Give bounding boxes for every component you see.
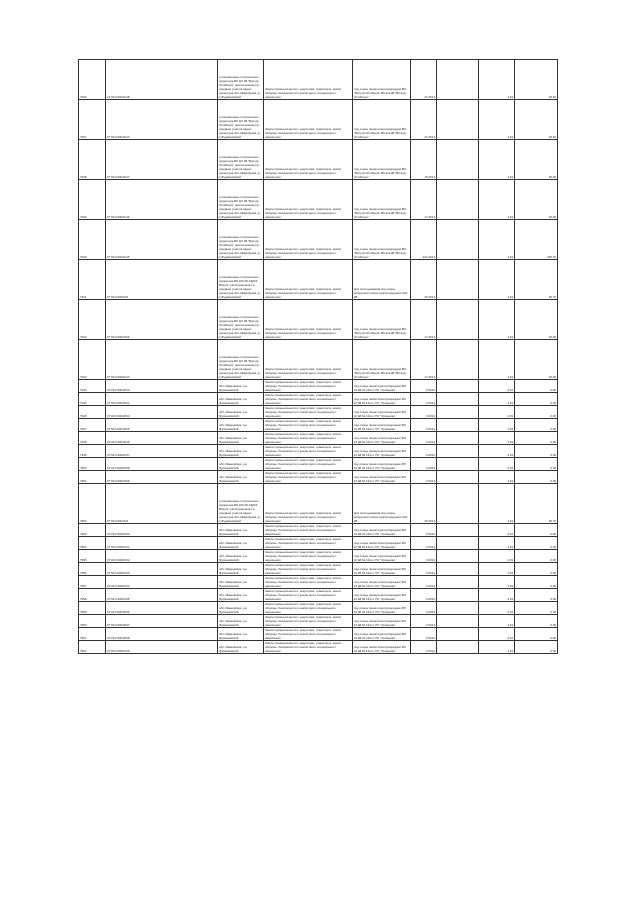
plot-address: обл. Ивановская, р-н Фурмановский	[218, 576, 264, 589]
column-value-1	[437, 432, 479, 445]
land-category: Земли промышленности, энергетики, транспорта, земли обороны, безопасности и земли иного специального назначения	[264, 220, 353, 260]
plot-address: установленных относительно ориентира ВЛ-220 кВ "НКПЗ-Вилуга" расположенного в границах участка адрес ориентира обл. Ивановская, р-н Фурмановский	[218, 484, 264, 524]
plot-area: 26.0014	[411, 260, 437, 300]
plot-address: установленных относительно ориентира ВЛ 110 кВ "Вилуга-Октябрьск" расположенного в границах участка адрес ориентира обл. Ивановская, р-н Фурмановский	[218, 220, 264, 260]
permitted-use: под опоры линии электропередачи ВЛ "Вилуга-Октябрьск" ВЛ-110 кВ "Вилуга-Октябрьск"	[353, 100, 411, 140]
column-value-2: 4.33	[479, 524, 515, 537]
land-category: Земли промышленности, энергетики, транспорта, земли обороны, безопасности и земли иного специального назначения	[264, 445, 353, 458]
row-number: 7955	[79, 550, 106, 563]
row-number: 7956	[79, 563, 106, 576]
permitted-use: под опоры линии электропередачи ВЛ 10 кВ № 134 от ПС "Хромцово"	[353, 628, 411, 641]
land-category: Земли промышленности, энергетики, транспорта, земли обороны, безопасности и земли иного специального назначения	[264, 537, 353, 550]
plot-area: 0.0014	[411, 550, 437, 563]
row-number: 7952	[79, 484, 106, 524]
column-value-2: 4.33	[479, 484, 515, 524]
row-number: 7960	[79, 615, 106, 628]
plot-address: обл. Ивановская, р-н Фурмановский	[218, 380, 264, 393]
row-number: 7940	[79, 220, 106, 260]
row-number: 7938	[79, 140, 106, 180]
column-value-3: 0.06	[515, 445, 558, 458]
cadastral-number: 37:02:0:00020:24	[106, 340, 218, 380]
column-value-3: 25.92	[515, 100, 558, 140]
column-value-1	[437, 60, 479, 100]
cadastral-number: 37:02:0:00020:62	[106, 550, 218, 563]
land-category: Земли промышленности, энергетики, транспорта, земли обороны, безопасности и земли иного специального назначения	[264, 484, 353, 524]
column-value-3: 65.00	[515, 140, 558, 180]
plot-area: 0.0014	[411, 419, 437, 432]
land-category: Земли промышленности, энергетики, транспорта, земли обороны, безопасности и земли иного специального назначения	[264, 563, 353, 576]
permitted-use: под опоры линии электропередачи ВЛ 10 кВ № 134 от ПС "Хромцово"	[353, 537, 411, 550]
permitted-use: под опоры линии электропередачи ВЛ 10 кВ № 134 от ПС "Хромцово"	[353, 602, 411, 615]
row-number: 7962	[79, 641, 106, 654]
plot-area: 0.0014	[411, 380, 437, 393]
column-value-1	[437, 419, 479, 432]
column-value-3: 20.00	[515, 340, 558, 380]
plot-address: обл. Ивановская, р-н Фурмановский	[218, 589, 264, 602]
column-value-3: 0.06	[515, 589, 558, 602]
plot-address: обл. Ивановская, р-н Фурмановский	[218, 524, 264, 537]
table-row	[79, 140, 558, 180]
plot-address: обл. Ивановская, р-н Фурмановский	[218, 602, 264, 615]
column-value-1	[437, 484, 479, 524]
permitted-use: под опоры линии электропередачи ВЛ 10 кВ № 134 от ПС "Хромцово"	[353, 393, 411, 406]
table-row	[79, 471, 558, 484]
plot-address: установленных относительно ориентира ВЛ 110 кВ "Вилуга-Октябрьск" расположенного в границах участка адрес ориентира обл. Ивановская, р-н Фурмановский	[218, 60, 264, 100]
plot-address: обл. Ивановская, р-н Фурмановский	[218, 537, 264, 550]
table-row	[79, 550, 558, 563]
land-category: Земли промышленности, энергетики, транспорта, земли обороны, безопасности и земли иного специального назначения	[264, 524, 353, 537]
column-value-3: 0.06	[515, 628, 558, 641]
column-value-3: 0.06	[515, 406, 558, 419]
column-value-1	[437, 550, 479, 563]
row-number: 7941	[79, 260, 106, 300]
column-value-3: 0.06	[515, 576, 558, 589]
row-number: 7949	[79, 445, 106, 458]
plot-area: 0.0014	[411, 471, 437, 484]
plot-address: обл. Ивановская, р-н Фурмановский	[218, 628, 264, 641]
column-value-1	[437, 537, 479, 550]
column-value-3: 0.06	[515, 550, 558, 563]
row-number: 7953	[79, 524, 106, 537]
permitted-use: Для использования под опоры воздушной линии электропередачи 220 кВ	[353, 484, 411, 524]
permitted-use: под опоры линии электропередачи ВЛ 10 кВ № 134 от ПС "Хромцово"	[353, 641, 411, 654]
cadastral-number: 37:02:0:00018:51	[106, 393, 218, 406]
column-value-2: 4.33	[479, 432, 515, 445]
plot-address: обл. Ивановская, р-н Фурмановский	[218, 458, 264, 471]
table-row	[79, 524, 558, 537]
cadastral-number: 37:02:0:00020:57	[106, 445, 218, 458]
plot-area: 0.0014	[411, 641, 437, 654]
permitted-use: под опоры линии электропередачи ВЛ 10 кВ № 134 от ПС "Хромцово"	[353, 419, 411, 432]
row-number: 7958	[79, 589, 106, 602]
column-value-1	[437, 300, 479, 340]
row-number: 7945	[79, 393, 106, 406]
cadastral-number: 37:02:0:00018:44	[106, 100, 218, 140]
row-number: 7939	[79, 180, 106, 220]
column-value-1	[437, 140, 479, 180]
table-row	[79, 260, 558, 300]
plot-area: 0.0014	[411, 628, 437, 641]
column-value-2: 4.33	[479, 589, 515, 602]
column-value-2: 4.33	[479, 380, 515, 393]
column-value-2: 4.33	[479, 550, 515, 563]
column-value-2: 4.33	[479, 140, 515, 180]
column-value-3: 0.06	[515, 458, 558, 471]
plot-area: 0.0014	[411, 458, 437, 471]
permitted-use: под опоры линии электропередачи ВЛ 10 кВ № 134 от ПС "Хромцово"	[353, 615, 411, 628]
permitted-use: под опоры линии электропередачи ВЛ "Вилуга-Октябрьск" ВЛ-110 кВ "Вилуга-Октябрьск"	[353, 60, 411, 100]
plot-area: 31.0014	[411, 60, 437, 100]
plot-address: обл. Ивановская, р-н Фурмановский	[218, 563, 264, 576]
permitted-use: под опоры линии электропередачи ВЛ 10 кВ № 134 от ПС "Хромцово"	[353, 432, 411, 445]
column-value-1	[437, 340, 479, 380]
row-number: 7961	[79, 628, 106, 641]
plot-address: обл. Ивановская, р-н Фурмановский	[218, 432, 264, 445]
cadastral-number: 37:02:0:00020:46	[106, 180, 218, 220]
table-row	[79, 432, 558, 445]
plot-address: обл. Ивановская, р-н Фурмановский	[218, 393, 264, 406]
land-category: Земли промышленности, энергетики, транспорта, земли обороны, безопасности и земли иного специального назначения	[264, 419, 353, 432]
table-row	[79, 537, 558, 550]
column-value-3: 0.06	[515, 393, 558, 406]
permitted-use: под опоры линии электропередачи ВЛ 10 кВ № 134 от ПС "Хромцово"	[353, 563, 411, 576]
row-number: 7954	[79, 537, 106, 550]
cadastral-number: 37:02:0:00018:50	[106, 380, 218, 393]
row-number: 7942	[79, 300, 106, 340]
row-number: 7943	[79, 340, 106, 380]
column-value-2: 4.33	[479, 445, 515, 458]
land-category: Земли промышленности, энергетики, транспорта, земли обороны, безопасности и земли иного специального назначения	[264, 432, 353, 445]
table-row	[79, 180, 558, 220]
plot-area: 0.0014	[411, 406, 437, 419]
land-plots-table	[78, 59, 558, 654]
plot-address: обл. Ивановская, р-н Фурмановский	[218, 406, 264, 419]
land-category: Земли промышленности, энергетики, транспорта, земли обороны, безопасности и земли иного специального назначения	[264, 180, 353, 220]
column-value-1	[437, 602, 479, 615]
column-value-3: 0.06	[515, 615, 558, 628]
table-row	[79, 458, 558, 471]
plot-area: -101.0014	[411, 220, 437, 260]
column-value-3: 0.06	[515, 537, 558, 550]
column-value-1	[437, 576, 479, 589]
cadastral-number: 37:02:0:00018:55	[106, 419, 218, 432]
column-value-3: 65.70	[515, 260, 558, 300]
permitted-use: под опоры линии электропередачи ВЛ 10 кВ № 134 от ПС "Хромцово"	[353, 380, 411, 393]
column-value-2: 4.33	[479, 471, 515, 484]
permitted-use: под опоры линии электропередачи ВЛ "Вилуга-Октябрьск" ВЛ-110 кВ "Вилуга-Октябрьск"	[353, 300, 411, 340]
row-number: 7950	[79, 458, 106, 471]
land-category: Земли промышленности, энергетики, транспорта, земли обороны, безопасности и земли иного специального назначения	[264, 60, 353, 100]
column-value-2: 4.33	[479, 563, 515, 576]
table-row	[79, 484, 558, 524]
column-value-2: 4.33	[479, 615, 515, 628]
permitted-use: Для использования под опоры воздушной линии электропередачи 220 кВ	[353, 260, 411, 300]
plot-address: обл. Ивановская, р-н Фурмановский	[218, 550, 264, 563]
table-row	[79, 602, 558, 615]
land-category: Земли промышленности, энергетики, транспорта, земли обороны, безопасности и земли иного специального назначения	[264, 380, 353, 393]
column-value-2: 4.33	[479, 406, 515, 419]
table-row	[79, 576, 558, 589]
cadastral-number: 37:02:0:00018:67	[106, 615, 218, 628]
column-value-3: 0.06	[515, 524, 558, 537]
cadastral-number: 37:02:0:00020:63	[106, 563, 218, 576]
column-value-1	[437, 100, 479, 140]
row-number: 7944	[79, 380, 106, 393]
cadastral-number: 37:02:0:00018:66	[106, 602, 218, 615]
column-value-1	[437, 458, 479, 471]
column-value-3: 0.06	[515, 419, 558, 432]
row-number: 7937	[79, 100, 106, 140]
table-row	[79, 563, 558, 576]
plot-area: 0.0014	[411, 615, 437, 628]
cadastral-number: 37:02:0:00018:54	[106, 406, 218, 419]
permitted-use: под опоры линии электропередачи ВЛ 10 кВ № 134 от ПС "Хромцово"	[353, 458, 411, 471]
cadastral-number: 27:02:0:00016:48	[106, 60, 218, 100]
column-value-2: 4.33	[479, 419, 515, 432]
column-value-1	[437, 615, 479, 628]
row-number: 7957	[79, 576, 106, 589]
plot-area: 31.0014	[411, 100, 437, 140]
table-row	[79, 615, 558, 628]
permitted-use: под опоры линии электропередачи ВЛ "Вилуга-Октябрьск" ВЛ-110 кВ "Вилуга-Октябрьск"	[353, 180, 411, 220]
permitted-use: под опоры линии электропередачи ВЛ 10 кВ № 134 от ПС "Хромцово"	[353, 406, 411, 419]
land-category: Земли промышленности, энергетики, транспорта, земли обороны, безопасности и земли иного специального назначения	[264, 641, 353, 654]
table-row	[79, 220, 558, 260]
plot-address: обл. Ивановская, р-н Фурмановский	[218, 641, 264, 654]
column-value-2: 4.33	[479, 220, 515, 260]
plot-area: 0.0014	[411, 563, 437, 576]
plot-area: 26.0014	[411, 484, 437, 524]
column-value-2: 4.33	[479, 60, 515, 100]
row-number: 7951	[79, 471, 106, 484]
table-row	[79, 589, 558, 602]
column-value-1	[437, 471, 479, 484]
land-category: Земли промышленности, энергетики, транспорта, земли обороны, безопасности и земли иного специального назначения	[264, 393, 353, 406]
table-row	[79, 380, 558, 393]
table-row	[79, 641, 558, 654]
column-value-2: 4.33	[479, 300, 515, 340]
plot-address: установленных относительно ориентира ВЛ 110 кВ "Вилуга-Октябрьск" расположенного в границах участка адрес ориентира обл. Ивановская, р-н Фурмановский	[218, 340, 264, 380]
column-value-1	[437, 589, 479, 602]
land-category: Земли промышленности, энергетики, транспорта, земли обороны, безопасности и земли иного специального назначения	[264, 471, 353, 484]
row-number: 7947	[79, 419, 106, 432]
land-category: Земли промышленности, энергетики, транспорта, земли обороны, безопасности и земли иного специального назначения	[264, 340, 353, 380]
table-body	[79, 60, 558, 654]
cadastral-number: 37:02:0:00020:60	[106, 524, 218, 537]
column-value-3: 65.70	[515, 484, 558, 524]
cadastral-number: 37:02:0:00018:68	[106, 628, 218, 641]
column-value-3: 0.06	[515, 432, 558, 445]
cadastral-number: 37:02:0:00020:65	[106, 589, 218, 602]
column-value-2: 4.33	[479, 602, 515, 615]
column-value-3: 25.92	[515, 60, 558, 100]
column-value-1	[437, 628, 479, 641]
column-value-1	[437, 380, 479, 393]
permitted-use: под опоры линии электропередачи ВЛ 10 кВ № 134 от ПС "Хромцово"	[353, 589, 411, 602]
permitted-use: под опоры линии электропередачи ВЛ "Вилуга-Октябрьск" ВЛ-110 кВ "Вилуга-Октябрьск"	[353, 140, 411, 180]
column-value-1	[437, 180, 479, 220]
column-value-3: 20.00	[515, 180, 558, 220]
land-category: Земли промышленности, энергетики, транспорта, земли обороны, безопасности и земли иного специального назначения	[264, 602, 353, 615]
column-value-2: 4.33	[479, 458, 515, 471]
column-value-1	[437, 393, 479, 406]
cadastral-number: 37:02:0:00020:56	[106, 300, 218, 340]
plot-area: 15.0014	[411, 140, 437, 180]
column-value-3: 0.06	[515, 380, 558, 393]
plot-area: 0.0014	[411, 445, 437, 458]
column-value-3: 0.06	[515, 563, 558, 576]
cadastral-number: 37:02:0:00020:59	[106, 471, 218, 484]
row-number: 7948	[79, 432, 106, 445]
cadastral-number: 37:02:0:00020:8	[106, 260, 218, 300]
table-row	[79, 445, 558, 458]
plot-address: обл. Ивановская, р-н Фурмановский	[218, 471, 264, 484]
cadastral-number: 37:02:0:00020:58	[106, 458, 218, 471]
plot-area: 17.0014	[411, 180, 437, 220]
plot-area: 0.0014	[411, 393, 437, 406]
permitted-use: под опоры линии электропередачи ВЛ "Вилуга-Октябрьск" ВЛ-110 кВ "Вилуга-Октябрьск"	[353, 340, 411, 380]
plot-area: 0.0014	[411, 576, 437, 589]
cadastral-number: 37:02:0:00020:64	[106, 576, 218, 589]
land-category: Земли промышленности, энергетики, транспорта, земли обороны, безопасности и земли иного специального назначения	[264, 260, 353, 300]
column-value-3: 0.06	[515, 471, 558, 484]
cadastral-number: 37:02:0:00016:45	[106, 220, 218, 260]
plot-address: обл. Ивановская, р-н Фурмановский	[218, 615, 264, 628]
plot-area: 0.0014	[411, 537, 437, 550]
column-value-2: 4.33	[479, 641, 515, 654]
table-row	[79, 300, 558, 340]
land-category: Земли промышленности, энергетики, транспорта, земли обороны, безопасности и земли иного специального назначения	[264, 458, 353, 471]
column-value-2: 4.33	[479, 180, 515, 220]
permitted-use: под опоры линии электропередачи ВЛ 10 кВ № 134 от ПС "Хромцово"	[353, 524, 411, 537]
column-value-2: 4.33	[479, 340, 515, 380]
permitted-use: под опоры линии электропередачи ВЛ 10 кВ № 134 от ПС "Хромцово"	[353, 550, 411, 563]
cadastral-number: 37:02:0:00018:56	[106, 432, 218, 445]
permitted-use: под опоры линии электропередачи ВЛ 10 кВ № 134 от ПС "Хромцово"	[353, 471, 411, 484]
plot-address: установленных относительно ориентира ВЛ 110 кВ "Вилуга-Октябрьск" расположенного в границах участка адрес ориентира обл. Ивановская, р-н Фурмановский	[218, 300, 264, 340]
plot-address: обл. Ивановская, р-н Фурмановский	[218, 419, 264, 432]
table-row	[79, 406, 558, 419]
plot-address: установленных относительно ориентира ВЛ 110 кВ "Вилуга-Октябрьск" расположенного в границах участка адрес ориентира обл. Ивановская, р-н Фурмановский	[218, 180, 264, 220]
column-value-1	[437, 260, 479, 300]
land-category: Земли промышленности, энергетики, транспорта, земли обороны, безопасности и земли иного специального назначения	[264, 589, 353, 602]
column-value-3: 0.06	[515, 641, 558, 654]
column-value-1	[437, 524, 479, 537]
table-row	[79, 100, 558, 140]
land-category: Земли промышленности, энергетики, транспорта, земли обороны, безопасности и земли иного специального назначения	[264, 628, 353, 641]
plot-area: 0.0014	[411, 602, 437, 615]
column-value-1	[437, 220, 479, 260]
column-value-2: 4.33	[479, 628, 515, 641]
table-row	[79, 393, 558, 406]
cadastral-number: 37:02:0:00020:69	[106, 641, 218, 654]
row-number: 7959	[79, 602, 106, 615]
table-row	[79, 60, 558, 100]
land-category: Земли промышленности, энергетики, транспорта, земли обороны, безопасности и земли иного специального назначения	[264, 140, 353, 180]
column-value-2: 4.33	[479, 393, 515, 406]
table-row	[79, 628, 558, 641]
cadastral-number: 37:02:0:00016:8	[106, 484, 218, 524]
column-value-2: 4.33	[479, 576, 515, 589]
column-value-2: 4.33	[479, 100, 515, 140]
cadastral-number: 37:02:0:00020:61	[106, 537, 218, 550]
column-value-2: 4.33	[479, 260, 515, 300]
column-value-1	[437, 445, 479, 458]
column-value-1	[437, 406, 479, 419]
plot-area: 0.0014	[411, 524, 437, 537]
land-category: Земли промышленности, энергетики, транспорта, земли обороны, безопасности и земли иного специального назначения	[264, 406, 353, 419]
row-number: 7946	[79, 406, 106, 419]
land-category: Земли промышленности, энергетики, транспорта, земли обороны, безопасности и земли иного специального назначения	[264, 576, 353, 589]
table-row	[79, 340, 558, 380]
plot-area: 0.0014	[411, 432, 437, 445]
plot-address: установленных относительно ориентира ВЛ 110 кВ "Вилуга-Октябрьск" расположенного в границах участка адрес ориентира обл. Ивановская, р-н Фурмановский	[218, 100, 264, 140]
permitted-use: под опоры линии электропередачи ВЛ "Вилуга-Октябрьск" ВЛ-110 кВ "Вилуга-Октябрьск"	[353, 220, 411, 260]
plot-area: 0.0014	[411, 589, 437, 602]
row-number: 7934	[79, 60, 106, 100]
column-value-3: -435.15	[515, 220, 558, 260]
column-value-2: 4.33	[479, 537, 515, 550]
land-category: Земли промышленности, энергетики, транспорта, земли обороны, безопасности и земли иного специального назначения	[264, 550, 353, 563]
land-category: Земли промышленности, энергетики, транспорта, земли обороны, безопасности и земли иного специального назначения	[264, 300, 353, 340]
cadastral-number: 37:02:0:00018:47	[106, 140, 218, 180]
plot-address: установленных относительно ориентира ВЛ-220 кВ "НКПЗ-Вилуга" расположенного в границах участка адрес ориентира обл. Ивановская, р-н Фурмановский	[218, 260, 264, 300]
plot-address: обл. Ивановская, р-н Фурмановский	[218, 445, 264, 458]
land-category: Земли промышленности, энергетики, транспорта, земли обороны, безопасности и земли иного специального назначения	[264, 100, 353, 140]
permitted-use: под опоры линии электропередачи ВЛ 10 кВ № 134 от ПС "Хромцово"	[353, 576, 411, 589]
land-category: Земли промышленности, энергетики, транспорта, земли обороны, безопасности и земли иного специального назначения	[264, 615, 353, 628]
table-row	[79, 419, 558, 432]
column-value-3: 0.06	[515, 602, 558, 615]
column-value-1	[437, 641, 479, 654]
column-value-1	[437, 563, 479, 576]
plot-address: установленных относительно ориентира ВЛ 110 кВ "Вилуга-Октябрьск" расположенного в границах участка адрес ориентира обл. Ивановская, р-н Фурмановский	[218, 140, 264, 180]
plot-area: 17.0014	[411, 300, 437, 340]
permitted-use: под опоры линии электропередачи ВЛ 10 кВ № 134 от ПС "Хромцово"	[353, 445, 411, 458]
plot-area: 17.0014	[411, 340, 437, 380]
column-value-3: 20.00	[515, 300, 558, 340]
